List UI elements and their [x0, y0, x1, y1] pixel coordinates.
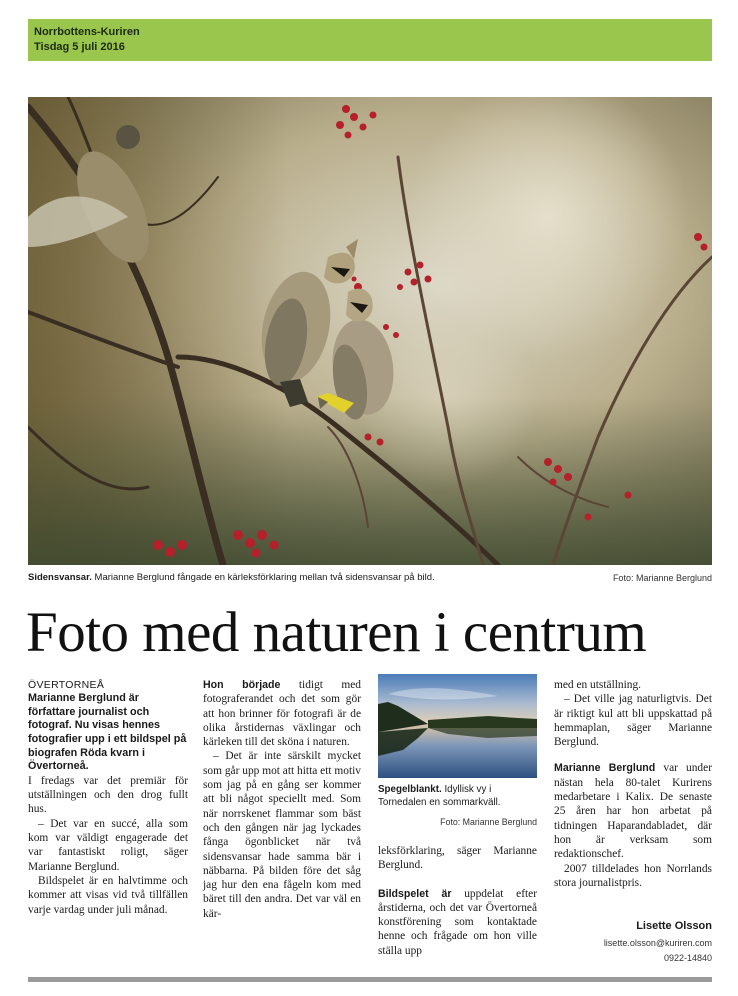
article-lead: Marianne Berglund är författare journalist och fotograf. Nu visas hennes fotografier upp i ett bildspel på biografen Röda kvarn i Övertorneå. — [28, 692, 187, 773]
body-paragraph — [203, 678, 361, 749]
paragraph-rest: tidigt med fotograferandet och det som gör att hon brinner för fotografi är de olika årstidernas växlingar och kärleken till det sköna i naturen. — [203, 679, 361, 749]
subhead-lead: Hon började — [203, 679, 281, 691]
newspaper-name: Norrbottens-Kuriren — [34, 26, 140, 38]
masthead-bar — [28, 19, 712, 61]
body-paragraph: – Det är inte särskilt mycket som går upp mot att hitta ett motiv som jag på en gång ser kommer att bli något speciellt med. Som när norrskenet flammar som bäst och den gången när jag lyckades fånga ögonblicket när två sidensvansar hade samma bär i näbbarna. På bilden före det såg jag hur den ena fågeln kom med bäret till den andra. Det var väl en kär- — [203, 750, 361, 920]
waxwing-illustration — [28, 97, 712, 565]
lake-caption-label: Spegelblankt. — [378, 784, 442, 795]
paragraph-rest: uppdelat efter årstiderna, och det var Övertorneå konstförening som kontaktade henne och frågade om hon ville ställa upp — [378, 887, 537, 957]
body-paragraph: 2007 tilldelades hon Norrlands stora journalistpris. — [554, 862, 712, 889]
caption-text: Marianne Berglund fångade en kärleksförklaring mellan två sidensvansar på bild. — [94, 572, 435, 583]
byline-email[interactable]: lisette.olsson@kuriren.com — [603, 938, 712, 948]
body-paragraph: – Det var en succé, alla som kom var väldigt engagerade det var fantastiskt roligt, säger Marianne Berglund. — [28, 817, 188, 873]
byline-phone: 0922-14840 — [663, 953, 712, 963]
subhead-lead: Marianne Berglund — [554, 762, 656, 775]
body-paragraph — [554, 761, 712, 861]
body-paragraph: med en utställning. — [554, 679, 641, 691]
article-column-1 — [28, 678, 188, 917]
article-column-2 — [203, 678, 361, 921]
lake-photo-credit: Foto: Marianne Berglund — [440, 817, 537, 827]
article-column-4 — [554, 678, 712, 890]
photo-caption — [28, 572, 712, 584]
dateline: ÖVERTORNEÅ — [28, 679, 105, 691]
body-paragraph — [378, 887, 537, 958]
body-paragraph: I fredags var det premiär för utställningen och den drog fullt hus. — [28, 774, 188, 816]
article-column-3 — [378, 844, 537, 958]
photo-credit: Foto: Marianne Berglund — [612, 573, 712, 583]
paragraph-rest: var under nästan hela 80-talet Kurirens medarbetare i Kalix. De senaste 25 åren har hon arbetat på tidningen Haparandabladet, där hon är verksam som redaktionschef. — [554, 762, 712, 861]
lake-photo-caption — [378, 783, 537, 809]
lake-caption-text: Idyllisk vy i Tornedalen en sommarkväll. — [378, 784, 501, 808]
subhead-lead: Bildspelet är — [378, 887, 452, 900]
article-headline: Foto med naturen i centrum — [26, 601, 647, 664]
byline-name: Lisette Olsson — [636, 920, 712, 932]
lake-photo — [378, 674, 537, 778]
lake-illustration — [378, 674, 537, 778]
main-photo-waxwings — [28, 97, 712, 565]
body-paragraph: Bildspelet är en halvtimme och kommer att visas vid två tillfällen varje vardag under juli månad. — [28, 874, 188, 916]
caption-label: Sidensvansar. — [28, 572, 92, 583]
body-paragraph: leksförklaring, säger Marianne Berglund. — [378, 845, 537, 872]
body-paragraph: – Det ville jag naturligtvis. Det är riktigt kul att bli uppskattad på hemmaplan, säger Marianne Berglund. — [554, 693, 712, 749]
issue-date: Tisdag 5 juli 2016 — [34, 41, 125, 53]
bottom-rule — [28, 977, 712, 982]
